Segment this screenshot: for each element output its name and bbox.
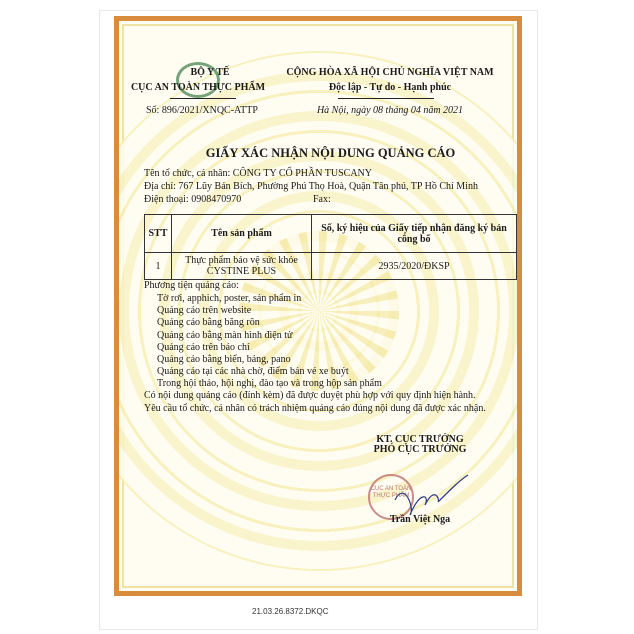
media-item: Quảng cáo bằng màn hình điện tử [157, 329, 293, 341]
org-address: Địa chỉ: 767 Lũy Bán Bích, Phường Phú Thọ Hoà, Quận Tân phú, TP Hồ Chí Minh [144, 181, 478, 192]
signature-icon [390, 470, 470, 520]
media-item: Quảng cáo bằng băng rôn [157, 317, 260, 329]
product-line: CYSTINE PLUS [206, 266, 277, 277]
footer-code: 21.03.26.8372.DKQC [252, 607, 329, 616]
header-product: Tên sản phẩm [172, 215, 312, 253]
media-item: Trong hội thảo, hội nghị, đào tạo và trong hộp sản phẩm [157, 378, 382, 390]
product-table [144, 214, 517, 280]
note-responsibility: Yêu cầu tổ chức, cá nhân có trách nhiệm quảng cáo đúng nội dung đã được xác nhận. [144, 403, 486, 414]
signer-name: Trần Việt Nga [389, 514, 451, 525]
product-line: Thực phẩm bảo vệ sức khỏe [185, 255, 298, 266]
media-item: Quảng cáo trên báo chí [157, 341, 250, 353]
org-phone: Điện thoại: 0908470970 [144, 194, 242, 205]
header-stt: STT [145, 215, 172, 253]
media-label: Phương tiện quảng cáo: [144, 280, 239, 291]
note-approved: Có nội dung quảng cáo (đính kèm) đã được duyệt phù hợp với quy định hiện hành. [144, 390, 476, 401]
agency: CỤC AN TOÀN THỰC PHẨM [130, 82, 266, 93]
divider [338, 98, 434, 99]
org-fax: Fax: [313, 194, 331, 205]
row-stt: 1 [145, 253, 172, 280]
date: Hà Nội, ngày 08 tháng 04 năm 2021 [316, 105, 464, 116]
table-row [145, 253, 517, 280]
ministry: BỘ Y TẾ [190, 67, 230, 78]
republic: CỘNG HÒA XÃ HỘI CHỦ NGHĨA VIỆT NAM [286, 67, 494, 78]
media-item: Tờ rơi, apphich, poster, sản phẩm in [157, 293, 302, 304]
signature-subtitle: PHÓ CỤC TRƯỞNG [373, 444, 467, 455]
row-code: 2935/2020/ĐKSP [312, 253, 517, 280]
motto: Độc lập - Tự do - Hạnh phúc [328, 82, 452, 93]
doc-number: Số: 896/2021/XNQC-ATTP [146, 105, 258, 116]
header-code: Số, ký hiệu của Giấy tiếp nhận đăng ký bản công bố [312, 215, 517, 253]
divider [170, 98, 236, 99]
signature-title: KT. CỤC TRƯỞNG [376, 434, 464, 445]
doc-title: GIẤY XÁC NHẬN NỘI DUNG QUẢNG CÁO [205, 146, 456, 160]
media-item: Quảng cáo trên website [157, 305, 252, 317]
org-name: Tên tổ chức, cá nhân: CÔNG TY CỔ PHẦN TUSCANY [144, 168, 372, 179]
media-item: Quảng cáo bằng biển, bảng, pano [157, 354, 291, 365]
official-seal: CỤC AN TOÀN THỰC PHẨM [368, 474, 414, 520]
media-item: Quảng cáo tại các nhà chờ, điểm bán vé xe buýt [157, 366, 349, 378]
row-product [172, 253, 312, 280]
